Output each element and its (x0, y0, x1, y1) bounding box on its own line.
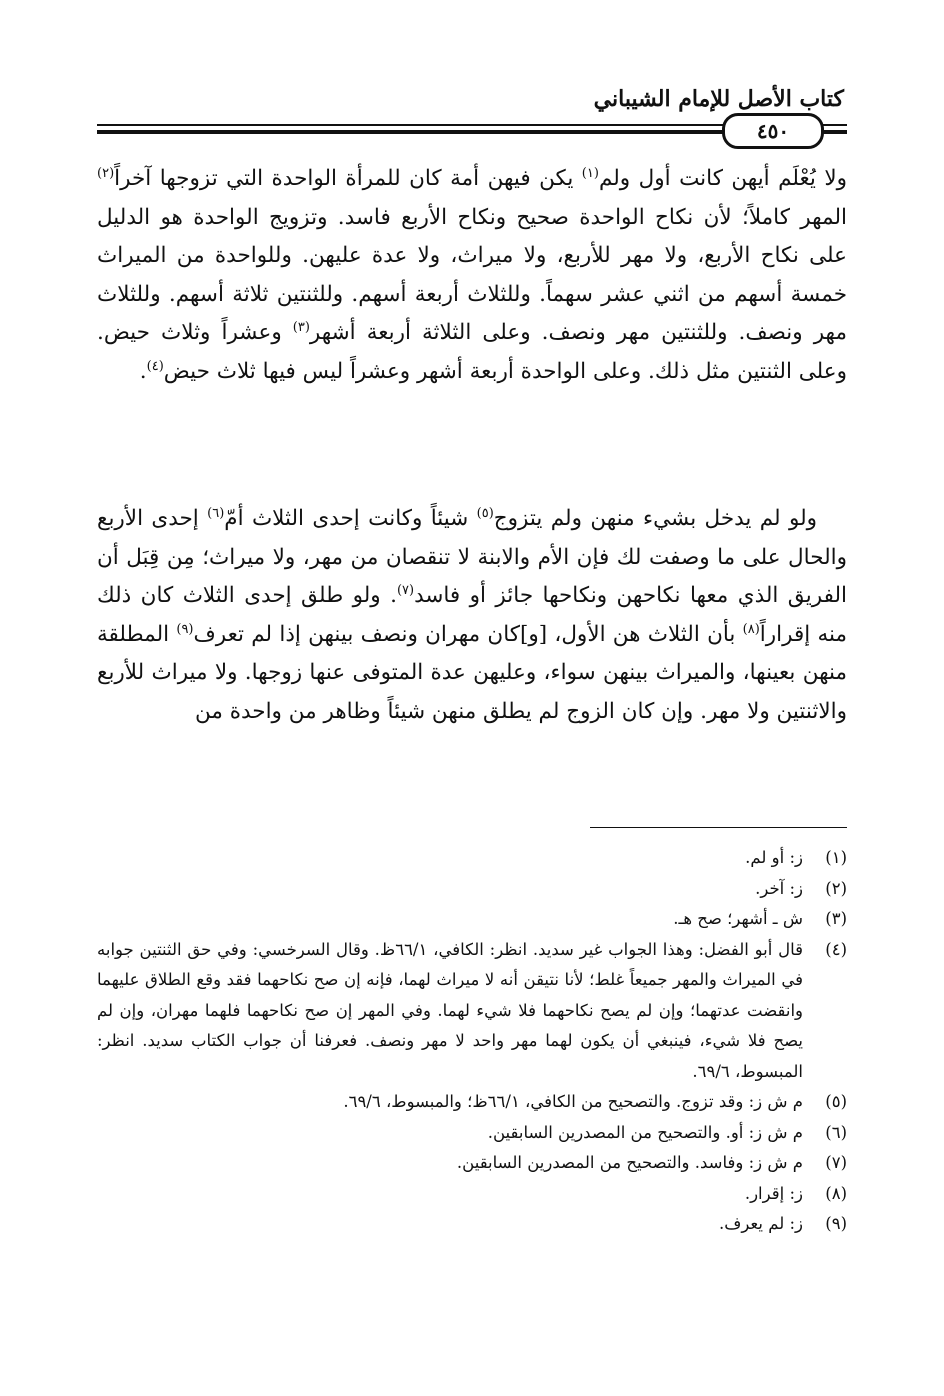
footnote-number: (٨) (825, 1183, 847, 1203)
footnote-ref: (٤) (146, 358, 164, 374)
footnote-item (97, 874, 847, 905)
text-run: ولو لم يدخل بشيء منهن ولم يتزوج (493, 506, 818, 531)
footnote-text: ش ـ أشهر؛ صح هـ. (673, 909, 803, 928)
running-header-title: كتاب الأصل للإمام الشيباني (593, 86, 844, 112)
footnote-item (97, 1209, 847, 1240)
footnote-item (97, 935, 847, 1088)
body-paragraph-1 (97, 160, 847, 391)
footnote-number: (٧) (825, 1153, 847, 1172)
footnote-ref: (٨) (742, 621, 760, 637)
footnotes (97, 843, 847, 1240)
footnote-item (97, 1118, 847, 1149)
footnote-number: (١) (825, 848, 847, 867)
footnote-number: (٢) (825, 878, 847, 898)
footnote-item (97, 904, 847, 935)
footnote-text: ز: لم يعرف. (718, 1214, 803, 1233)
text-run: . (139, 358, 147, 384)
footnote-number: (٦) (825, 1122, 847, 1142)
text-run: المطلقة منهن بعينها، والميراث بينهن سواء، وعليهن عدة المتوفى عنها زوجها. ولا ميراث للأربع والاثنتين ولا مهر. وإن كان الزوج لم يطلق منهن شيئاً وظاهر من واحدة من (97, 621, 847, 724)
footnote-text: ز: آخر. (755, 878, 803, 898)
text-run: المهر كاملاً؛ لأن نكاح الواحدة صحيح ونكاح الأربع فاسد. وتزويج الواحدة هو الدليل على نكاح الأربع، ولا مهر للأربع، ولا ميراث، ولا عدة عليهن. وللواحدة من الميراث خمسة أسهم من اثني عشر سهماً. وللثلاث أربعة أسهم. وللثنتين ثلاثة أسهم. وللثلاث مهر ونصف. وللثنتين مهر ونصف. وعلى الثلاثة أربعة أشهر (97, 204, 847, 345)
footnote-text: ز: إقرار. (744, 1183, 803, 1203)
footnote-text: م ش ز: وفاسد. والتصحيح من المصدرين السابقين. (456, 1153, 803, 1172)
text-run: وعشراً وثلاث حيض. وعلى الثنتين مثل ذلك. وعلى الواحدة أربعة أشهر وعشراً ليس فيها ثلاث حيض (97, 320, 847, 384)
footnote-ref: (٣) (292, 319, 310, 335)
footnote-ref: (١) (581, 165, 599, 181)
footnote-item (97, 1087, 847, 1118)
footnote-number: (٤) (825, 939, 847, 959)
footnote-number: (٩) (825, 1214, 847, 1233)
footnote-text: م ش ز: أو. والتصحيح من المصدرين السابقين. (487, 1122, 803, 1142)
body-paragraph-2 (97, 500, 847, 731)
footnote-item (97, 843, 847, 874)
footnote-separator (590, 827, 847, 828)
footnote-ref: (٦) (207, 505, 225, 521)
text-run: إحدى الأربع والحال على ما وصفت لك فإن الأم والابنة لا تنقصان من مهر، ولا ميراث؛ مِن قِبَل أن الفريق الذي معها نكاحهن ونكاحها جائز أو فاسد (97, 506, 847, 608)
footnote-item (97, 1179, 847, 1210)
footnote-text: قال أبو الفضل: وهذا الجواب غير سديد. انظر: الكافي، ٦٦/١ظ. وقال السرخسي: وفي حق الثنتين جوابه في الميراث والمهر جميعاً غلط؛ لأنا نتيقن أنه لا ميراث لهما، فإنه إن صح نكاحهما فقد وقع الطلاق عليهما وانقضت عدتهما؛ وإن لم يصح نكاحهما فلا شيء لهما. وفي المهر إن صح نكاحهما فلهما مهران، وإن لم يصح فلا شيء، فينبغي أن يكون لهما مهر واحد لا مهر ونصف. فعرفنا أن جواب الكتاب سديد. انظر: المبسوط، ٦٩/٦. (97, 939, 804, 1081)
text-run: شيئاً وكانت إحدى الثلاث أمّ (224, 506, 477, 531)
page-number: ٤٥٠ (722, 113, 824, 149)
text-run: . ولو طلق إحدى الثلاث كان ذلك منه إقراراً (97, 583, 847, 647)
text-run: بأن الثلاث هن الأول، [و]كان مهران ونصف بينهن إذا لم تعرف (193, 621, 743, 647)
footnote-text: م ش ز: وقد تزوج. والتصحيح من الكافي، ٦٦/١ظ؛ والمبسوط، ٦٩/٦. (343, 1092, 803, 1111)
footnote-ref: (٥) (476, 505, 494, 521)
text-run: ولا يُعْلَم أيهن كانت أول ولم (598, 166, 847, 191)
footnote-text: ز: أو لم. (745, 848, 803, 867)
footnote-ref: (٩) (176, 621, 194, 637)
footnote-ref: (٧) (396, 582, 415, 598)
footnote-number: (٣) (825, 909, 847, 928)
text-run: يكن فيهن أمة كان للمرأة الواحدة التي تزوجها آخراً (114, 166, 582, 191)
footnote-number: (٥) (825, 1092, 847, 1111)
footnote-item (97, 1148, 847, 1179)
footnote-ref: (٢) (97, 165, 115, 181)
